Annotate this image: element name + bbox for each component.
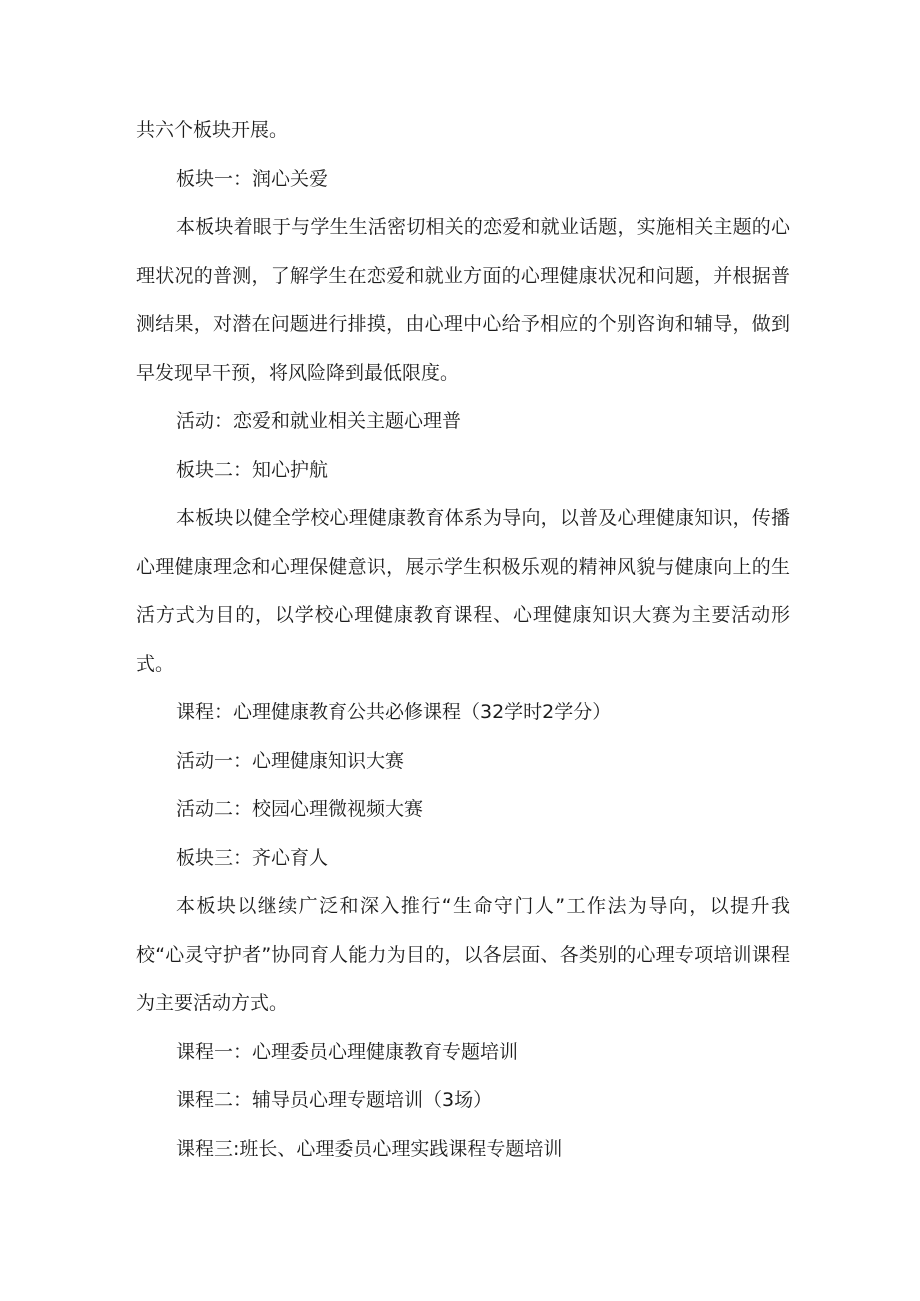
section-3-description: 本板块以继续广泛和深入推行“生命守门人”工作法为导向，以提升我校“心灵守护者”协同育人能力为目的，以各层面、各类别的心理专项培训课程为主要活动方式。 (136, 895, 790, 1014)
section-heading-1: 板块一：润心关爱 (176, 167, 329, 190)
section-3-course-2: 课程二：辅导员心理专题培训（3场） (176, 1089, 493, 1111)
section-1-description: 本板块着眼于与学生生活密切相关的恋爱和就业话题，实施相关主题的心理状况的普测，了解学生在恋爱和就业方面的心理健康状况和问题，并根据普测结果，对潜在问题进行排摸，由心理中心给予相应的个别咨询和辅导，做到早发现早干预，将风险降到最低限度。 (136, 216, 790, 384)
section-2-activity-2: 活动二：校园心理微视频大赛 (176, 798, 424, 820)
section-heading-2: 板块二：知心护航 (176, 458, 329, 481)
document-body (136, 106, 790, 1173)
section-1-activity: 活动：恋爱和就业相关主题心理普 (176, 410, 462, 432)
section-2-description: 本板块以健全学校心理健康教育体系为导向，以普及心理健康知识，传播心理健康理念和心理保健意识，展示学生积极乐观的精神风貌与健康向上的生活方式为目的，以学校心理健康教育课程、心理健康知识大赛为主要活动形式。 (136, 507, 790, 675)
section-3-course-3: 课程三:班长、心理委员心理实践课程专题培训 (176, 1137, 563, 1160)
section-2-course: 课程：心理健康教育公共必修课程（32学时2学分） (176, 701, 612, 723)
paragraph-intro-line: 共六个板块开展。 (136, 119, 289, 141)
section-3-course-1: 课程一：心理委员心理健康教育专题培训 (176, 1040, 519, 1063)
section-2-activity-1: 活动一：心理健康知识大赛 (176, 749, 405, 772)
section-heading-3: 板块三：齐心育人 (176, 846, 329, 869)
